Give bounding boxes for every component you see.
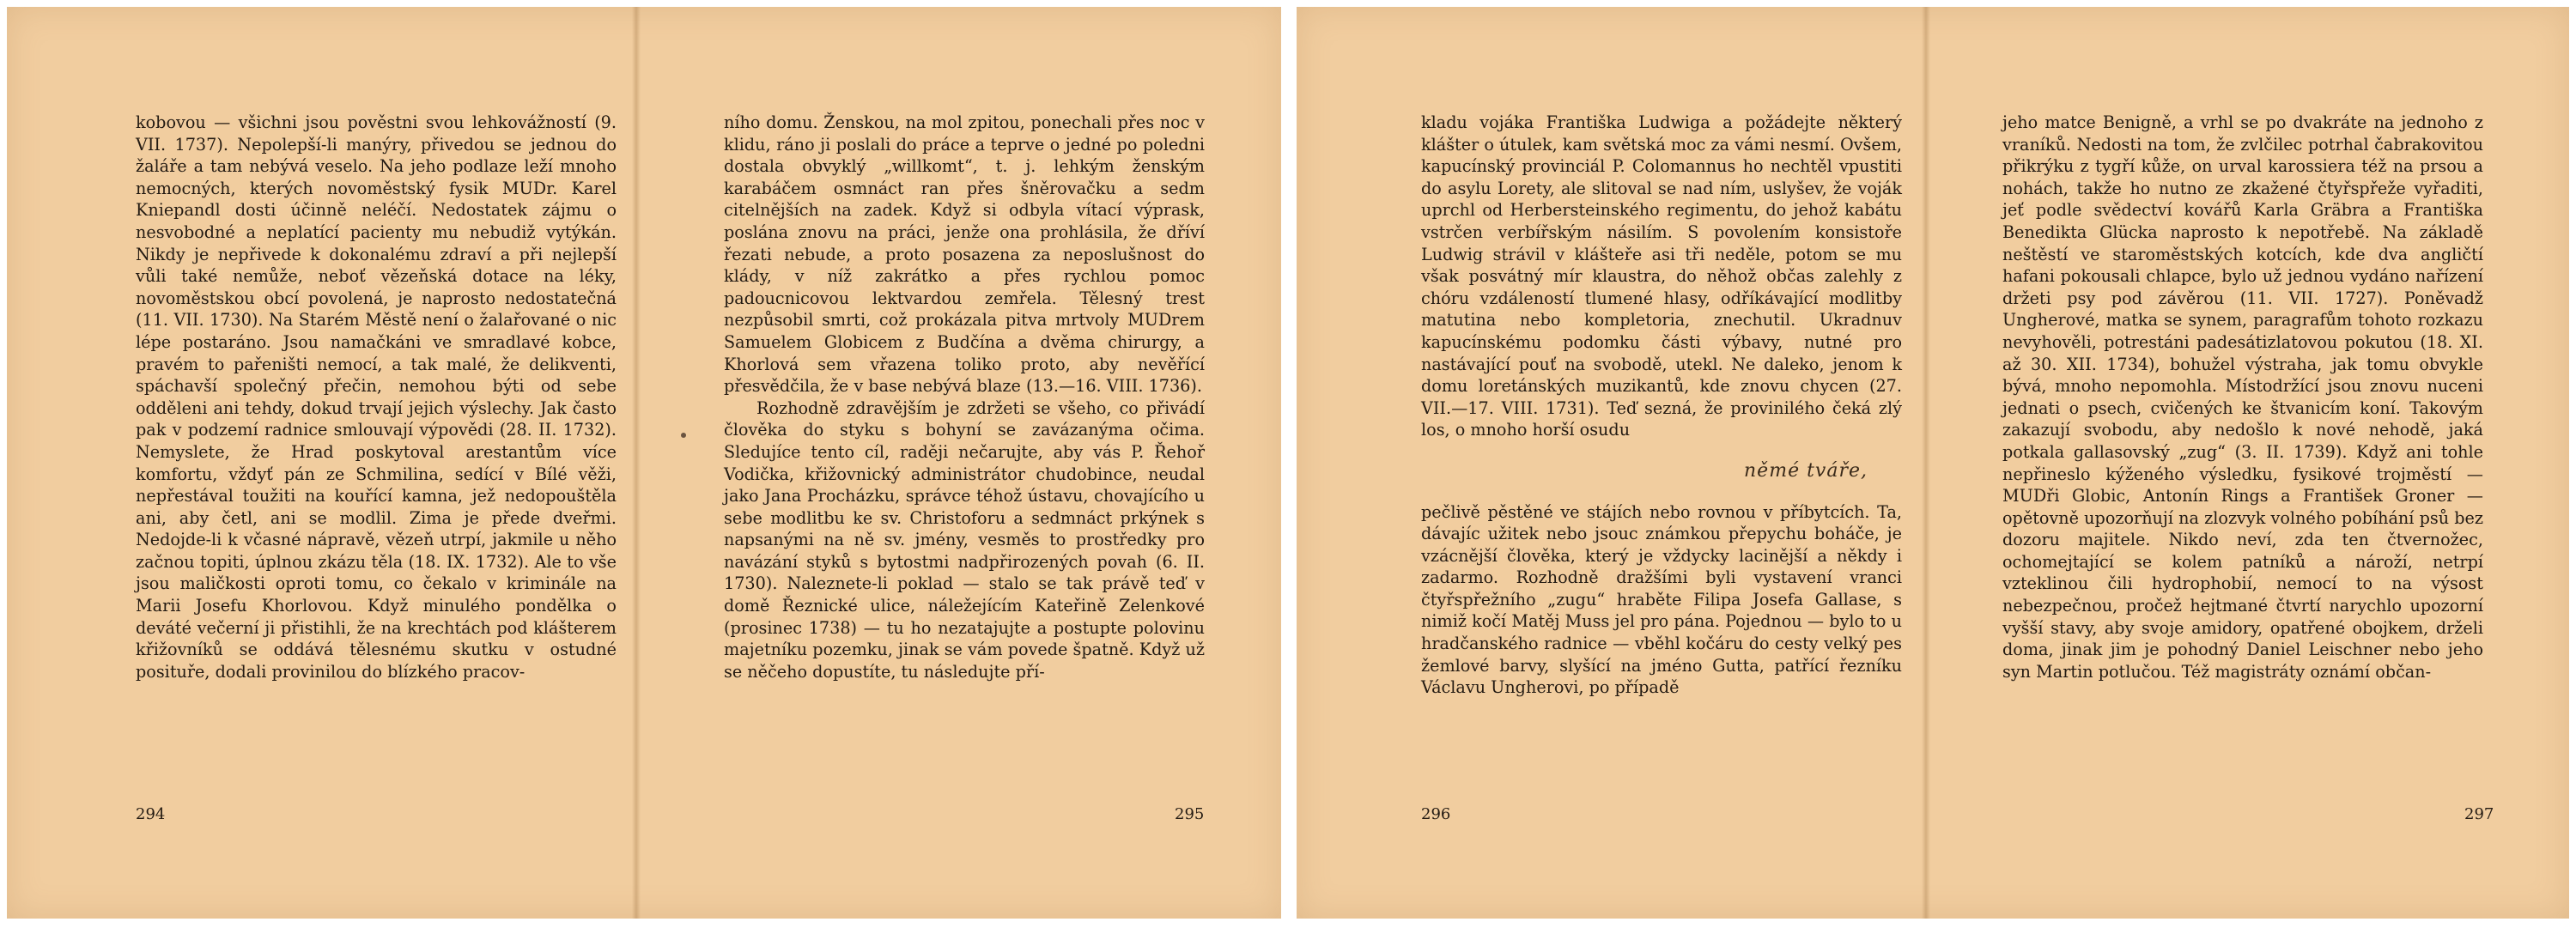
paragraph: kobovou — všichni jsou pověstni svou lehkovážností (9. VII. 1737). Nepolepší-li manýry, přivedou se jednou do žaláře a tam nebývá veselo. Na jeho podlaze leží mnoho nemocných, kterých novoměstský fysik MUDr. Karel Kniepandl dosti účinně neléčí. Nedostatek zájmu o nesvobodné a neplatící pacienty mu nebudiž vytýkán. Nikdy je nepřivede k dokonalému zdraví a při nejlepší vůli také nemůže, neboť vězeňská dotace na léky, novoměstskou obcí povolená, je naprosto nedostatečná (11. VII. 1730). Na Starém Městě není o žalařované o nic lépe postaráno. Jsou namačkáni ve smradlavé kobce, pravém to pařeništi nemocí, a tak malé, že delikventi, spáchavší společný přečin, nemohou býti od sebe odděleni ani tehdy, dokud trvají jejich výslechy. Jak často pak v podzemí radnice smlouvají výpovědi (28. II. 1732). Nemyslete, že Hrad poskytoval arestantům více komfortu, vždyť pán ze Schmilina, sedící v Bílé věži, nepřestával toužiti na kouřící kamna, jež nedopouštěla ani, aby četl, ani se modlil. Zima je přede dveřmi. Nedojde-li k včasné nápravě, vězeň utrpí, jakmile u něho začnou topiti, úplnou zkázu těla (18. IX. 1732). Ale to vše jsou maličkosti oproti tomu, co čekalo v kriminále na Marii Josefu Khorlovou. Když minulého pondělka o deváté večerní ji přistihli, že na krechtách pod klášterem křižovníků se oddává tělesnému skutku v ostudné posituře, dodali provinilou do blízkého pracov- [136, 112, 617, 682]
paragraph: ního domu. Ženskou, na mol zpitou, ponechali přes noc v klidu, ráno ji poslali do práce a teprve o jedné po poledni dostala obvyklý „willkomt“, t. j. lehkým ženským karabáčem osmnáct ran přes šněrovačku a sedm citelnějších na zadek. Když si odbyla vítací výprask, poslána znovu na práci, jenže ona prohlásila, že dříví řezati nebude, a proto posazena za neposlušnost do klády, v níž zakrátko a přes rychlou pomoc padoucnicovou lektvardou zemřela. Tělesný trest nezpůsobil smrti, což prokázala pitva mrtvoly MUDrem Samuelem Globicem z Budčína a dvěma chirurgy, a Khorlová sem vřazena toliko proto, aby nevěřící přesvědčila, že v base nebývá blaze (13.—16. VIII. 1736). [724, 112, 1205, 397]
page-294 [7, 7, 639, 919]
page-295 [642, 7, 1281, 919]
paragraph: pečlivě pěstěné ve stájích nebo rovnou v příbytcích. Ta, dávajíc užitek nebo jsouc známkou přepychu boháče, je vzácnější člověka, který je vždycky lacinější a někdy i zadarmo. Rozhodně dražšími byli vystavení vranci čtyřspřežního „zugu“ hraběte Filipa Josefa Gallase, s nimiž kočí Matěj Muss jel pro pána. Pojednou — bylo to u hradčanského radnice — vběhl kočáru do cesty velký pes žemlové barvy, slyšící na jméno Gutta, patřící řezníku Václavu Ungherovi, po případě [1421, 501, 1902, 698]
page-number: 296 [1421, 805, 1451, 823]
paragraph: kladu vojáka Františka Ludwiga a požádejte některý klášter o útulek, kam světská moc za vámi nesmí. Ovšem, kapucínský provinciál P. Colomannus ho nechtěl vpustiti do asylu Lorety, ale slitoval se nad ním, uslyšev, že voják uprchl od Herbersteinského regimentu, do jehož kabátu vstrčen verbířským násilím. S povolením konsistoře Ludwig strávil v klášteře asi tři neděle, potom se mu však posvátný mír klaustra, do něhož občas zalehly z chóru vzdáleností tlumené hlasy, odříkávající modlitby matutina nebo kompletoria, znechutil. Ukradnuv kapucínskému podomku části výbavy, nutné pro nastávající pouť na svobodě, utekl. Ne daleko, jenom k domu loretánských muzikantů, kde znovu chycen (27. VII.—17. VIII. 1731). Teď sezná, že provinilého čeká zlý los, o mnoho horší osudu [1421, 112, 1903, 440]
left-spread [7, 7, 1281, 919]
paper-speck [681, 433, 686, 438]
page-number: 294 [136, 805, 166, 823]
right-spread [1297, 7, 2569, 919]
paragraph: jeho matce Benigně, a vrhl se po dvakráte na jednoho z vraníků. Nedosti na tom, že zvlčilec potrhal čabrakovitou přikrýku z tygří kůže, on urval karossiera též na prsou a nohách, takže ho nutno ze zkažené čtyřspřeže vyřaditi, jeť podle svědectví kovářů Karla Gräbra a Františka Benedikta Glücka naprosto k nepotřebě. Na základě neštěstí ve staroměstských kotcích, kde dva angličtí hafani pokousali chlapce, bylo už jednou vydáno nařízení držeti psy pod závěrou (11. VII. 1727). Poněvadž Ungherové, matka se synem, paragrafům tohoto rozkazu nevyhověli, potrestáni padesátizlatovou pokutou (18. XI. až 30. XII. 1734), bohužel výstraha, jak tomu obvykle bývá, mnoho nepomohla. Místodržící jsou znovu nuceni jednati o psech, cvičených ke štvanicím koní. Takovým zakazují svobodu, aby nedošlo k nové nehodě, jaká potkala gallasovský „zug“ (3. II. 1739). Když ani tohle nepřineslo kýženého výsledku, fysikové trojměstí — MUDři Globic, Antonín Rings a František Groner — opětovně upozorňují na zlozvyk volného pobíhání psů bez dozoru majitele. Nikdo neví, zda ten čtvernožec, ochomejtající se kolem patníků a nároží, netrpí vzteklinou čili hydrophobií, nemocí to na výsost nebezpečnou, pročež hejtmané čtvrtí narychlo upozorní vyšší stavy, aby svoje amidory, opatřené obojkem, drželi doma, jinak jim je pohodný Daniel Leischner nebo jeho syn Martin potlučou. Též magistráty oznámí občan- [2002, 112, 2483, 682]
page-297-text [2002, 112, 2483, 682]
page-297 [1932, 7, 2569, 919]
paragraph: Rozhodně zdravějším je zdržeti se všeho, co přivádí člověka do styku s bohyní se zavázanýma očima. Sledujíce tento cíl, raději nečarujte, aby vás P. Řehoř Vodička, křižovnický administrátor chudobince, neudal jako Jana Procházku, správce téhož ústavu, chovajícího u sebe modlitbu ke sv. Christoforu a sedmnáct prkýnek s napsanými na ně sv. jmény, vesměs to prostředky pro navázání styků s bytostmi nadpřirozených povah (6. II. 1730). Naleznete-li poklad — stalo se tak právě teď v domě Řeznické ulice, náležejícím Kateřině Zelenkové (prosinec 1738) — tu ho nezatajujte a postupte polovinu majetníku pozemku, jinak se vám povede špatně. Když už se něčeho dopustíte, tu následujte pří- [724, 397, 1205, 682]
page-number: 295 [1175, 805, 1205, 823]
page-number: 297 [2464, 805, 2494, 823]
page-294-text [136, 112, 617, 682]
page-296-text [1421, 112, 1902, 699]
ornamental-heading: němé tváře, [1744, 459, 1868, 482]
page-296 [1297, 7, 1929, 919]
page-295-text [724, 112, 1205, 682]
